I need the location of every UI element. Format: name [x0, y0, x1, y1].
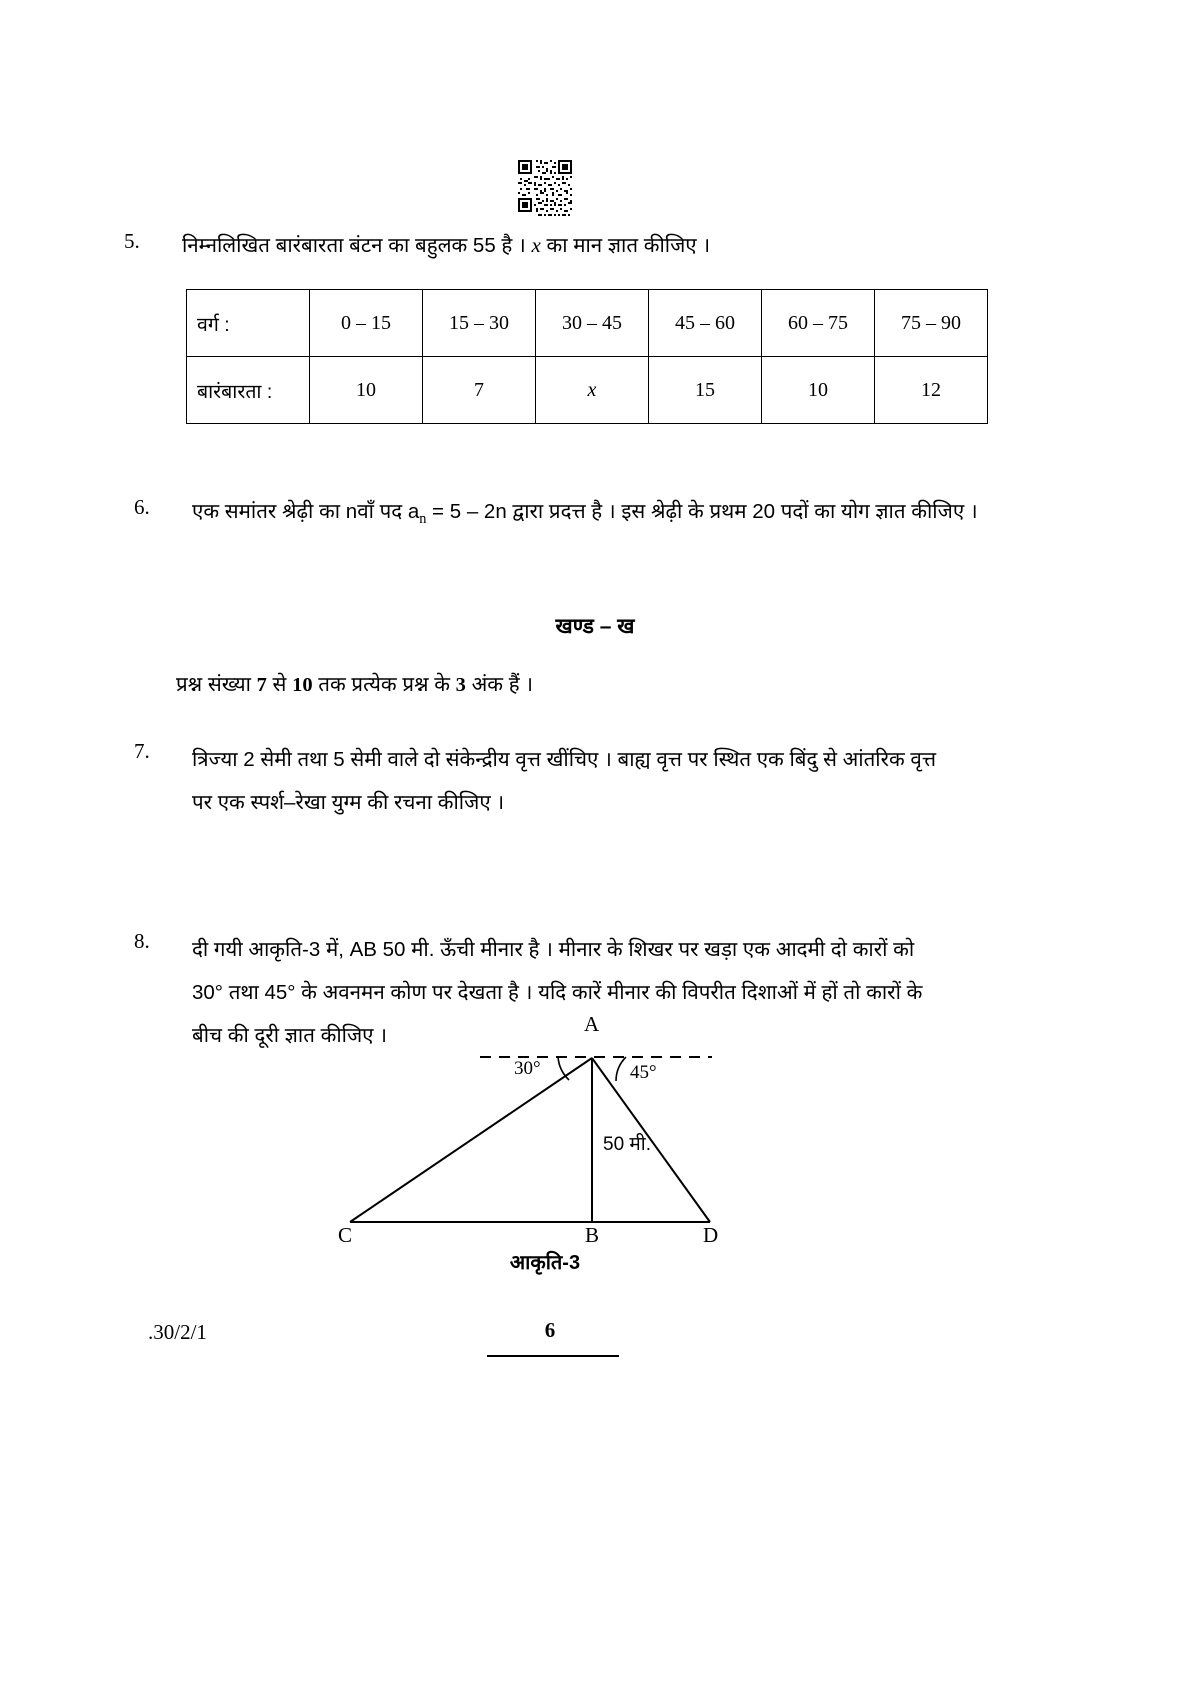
frequency-cell-5: 12 [875, 357, 988, 424]
figure-angle-left-label: 30° [514, 1058, 541, 1079]
question-7-line-1: त्रिज्या 2 सेमी तथा 5 सेमी वाले दो संकेन्द्रीय वृत्त खींचिए । बाह्य वृत्त पर स्थित एक बिंदु से आंतरिक वृत्त [192, 748, 936, 771]
question-5-text-before: निम्नलिखित बारंबारता बंटन का बहुलक 55 है । [182, 234, 532, 257]
figure-label-A: A [584, 1012, 600, 1036]
instruction-bold-7: 7 [256, 674, 267, 696]
question-6-part3: = 5 – 2n द्वारा प्रदत्त है । इस श्रेढ़ी के प्रथम 20 पदों का योग ज्ञात कीजिए । [426, 500, 978, 523]
class-cell-4: 60 – 75 [762, 290, 875, 357]
class-cell-5: 75 – 90 [875, 290, 988, 357]
question-8-number: 8. [134, 929, 150, 953]
question-8-line-3: बीच की दूरी ज्ञात कीजिए । [192, 1024, 387, 1048]
qr-code-icon [516, 158, 578, 218]
question-6-part1: एक समांतर श्रेढ़ी का n [192, 500, 358, 523]
figure-label-B: B [585, 1223, 600, 1247]
figure-caption: आकृति-3 [509, 1252, 581, 1274]
class-cell-3: 45 – 60 [649, 290, 762, 357]
question-5-text-after: का मान ज्ञात कीजिए । [540, 234, 711, 257]
row-label-class: वर्ग : [187, 290, 310, 357]
question-7-line-2: पर एक स्पर्श–रेखा युग्म की रचना कीजिए । [192, 791, 505, 815]
instruction-part-1: प्रश्न संख्या [176, 673, 257, 696]
question-8-line-1: दी गयी आकृति-3 में, AB 50 मी. ऊँची मीनार है । मीनार के शिखर पर खड़ा एक आदमी दो कारों को [192, 938, 915, 961]
instruction-part-2: से [266, 673, 293, 696]
instruction-part-4: अंक हैं । [465, 673, 534, 696]
class-cell-2: 30 – 45 [536, 290, 649, 357]
row-label-frequency: बारंबारता : [187, 357, 310, 424]
table-row-frequencies [187, 357, 988, 424]
question-5-variable: x [531, 233, 541, 257]
question-7-text [192, 738, 1077, 824]
frequency-cell-2: x [536, 357, 649, 424]
question-6-subscript: n [419, 510, 427, 527]
class-cell-0: 0 – 15 [310, 290, 423, 357]
question-8-line-2: 30° तथा 45° के अवनमन कोण पर देखता है । यदि कारें मीनार की विपरीत दिशाओं में हों तो कारों के [192, 981, 923, 1005]
frequency-distribution-table [186, 289, 988, 424]
question-6 [134, 494, 1084, 528]
frequency-cell-3: 15 [649, 357, 762, 424]
question-5-number: 5. [124, 229, 140, 253]
instruction-bold-10: 10 [292, 674, 313, 696]
table-row-classes [187, 290, 988, 357]
line-AC [350, 1058, 592, 1222]
footer-divider [487, 1355, 619, 1357]
instruction-part-3: तक प्रत्येक प्रश्न के [312, 673, 456, 696]
section-heading: खण्ड – ख [555, 615, 635, 638]
figure-label-C: C [338, 1223, 353, 1247]
question-7 [134, 738, 1084, 824]
question-5-text [182, 228, 710, 262]
instruction-bold-3: 3 [455, 674, 466, 696]
frequency-cell-1: 7 [423, 357, 536, 424]
paper-code: .30/2/1 [148, 1320, 207, 1344]
class-cell-1: 15 – 30 [423, 290, 536, 357]
frequency-cell-4: 10 [762, 357, 875, 424]
angle-arc-45 [616, 1057, 626, 1081]
question-6-part2: वाँ पद a [357, 500, 420, 523]
page-number: 6 [544, 1318, 556, 1342]
figure-angle-right-label: 45° [630, 1062, 657, 1083]
question-6-text [192, 494, 978, 528]
question-5 [124, 228, 1064, 262]
figure-label-D: D [703, 1223, 719, 1247]
section-instruction [176, 670, 533, 698]
question-7-number: 7. [134, 739, 150, 763]
frequency-cell-0: 10 [310, 357, 423, 424]
question-6-number: 6. [134, 495, 150, 519]
figure-3-diagram [320, 1012, 770, 1250]
figure-height-label: 50 मी. [603, 1134, 651, 1155]
